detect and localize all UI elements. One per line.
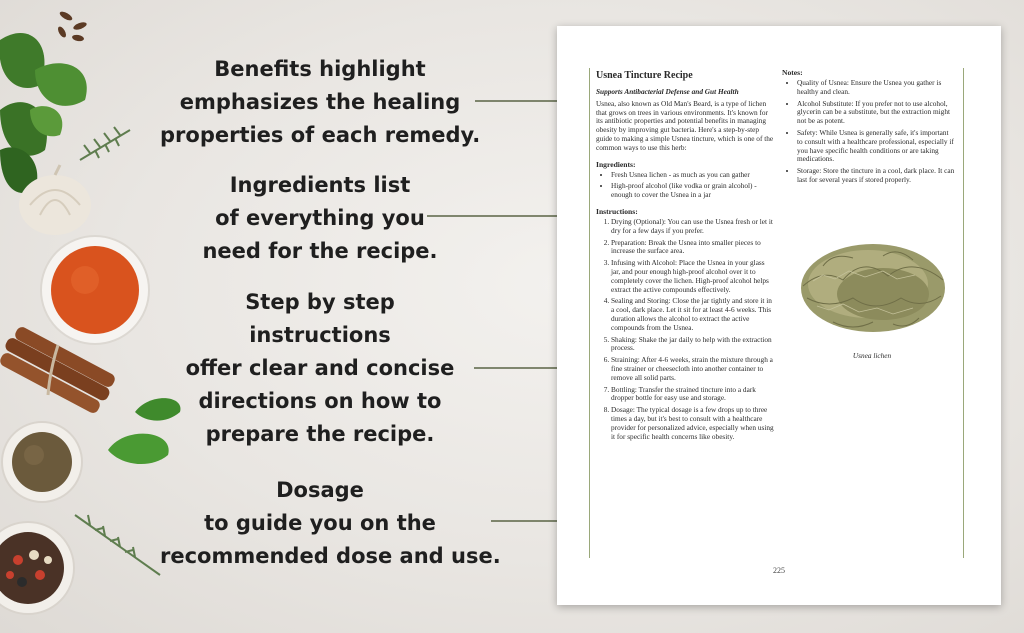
- instructions-list: [596, 218, 774, 441]
- instruction-step: 2. Preparation: Break the Usnea into smaller pieces to increase the surface area.: [611, 239, 774, 257]
- callout-line: Step by step: [245, 290, 395, 314]
- instruction-step: 1. Drying (Optional): You can use the Usnea fresh or let it dry for a few days if you prefer.: [611, 218, 774, 236]
- page-number: 225: [773, 566, 785, 575]
- dosage-callout: [160, 474, 501, 573]
- cumin-bowl-decoration: [2, 422, 82, 502]
- recipe-subtitle: Supports Antibacterial Defense and Gut Health: [596, 87, 739, 96]
- instructions-heading: Instructions:: [596, 206, 638, 216]
- instruction-step: 7. Bottling: Transfer the strained tincture into a dark dropper bottle for easy use and storage.: [611, 386, 774, 404]
- benefits-callout: [160, 53, 480, 152]
- rosemary-decoration: [80, 127, 130, 160]
- ingredient-item: • High-proof alcohol (like vodka or grain alcohol) - enough to cover the Usnea in a jar: [611, 182, 774, 200]
- callout-line: need for the recipe.: [202, 239, 438, 263]
- cloves-decoration: [56, 10, 87, 42]
- ingredients-heading: Ingredients:: [596, 159, 636, 169]
- note-item: • Alcohol Substitute: If you prefer not to use alcohol, glycerin can be a substitute, but the extraction might not be as potent.: [797, 100, 956, 126]
- callout-line: Dosage: [276, 478, 364, 502]
- note-item: • Storage: Store the tincture in a cool, dark place. It can last for several years if stored properly.: [797, 167, 956, 185]
- ingredients-list: [596, 171, 774, 200]
- steps-callout: [160, 286, 480, 451]
- callout-line: emphasizes the healing: [179, 90, 461, 114]
- ingredients-callout: [160, 169, 480, 268]
- instruction-step: 6. Straining: After 4-6 weeks, strain the mixture through a fine strainer or cheesecloth into another container to remove all solid parts.: [611, 356, 774, 382]
- callout-line: recommended dose and use.: [160, 544, 501, 568]
- callout-line: Ingredients list: [229, 173, 411, 197]
- image-caption: Usnea lichen: [852, 351, 892, 360]
- instruction-step: 8. Dosage: The typical dosage is a few drops up to three times a day, but it's best to consult with a healthcare provider for personalized advice, especially when using it for specific health concerns like obesity.: [611, 406, 774, 441]
- recipe-page: [557, 26, 1001, 605]
- ingredient-item: • Fresh Usnea lichen - as much as you can gather: [611, 171, 774, 180]
- callout-line: instructions: [249, 323, 391, 347]
- instruction-step: 4. Sealing and Storing: Close the jar tightly and store it in a cool, dark place. Let it sit for at least 4-6 weeks. This duration allows the alcohol to extract the active compounds from the Usnea.: [611, 297, 774, 332]
- callout-line: to guide you on the: [204, 511, 436, 535]
- instruction-step: 5. Shaking: Shake the jar daily to help with the extraction process.: [611, 336, 774, 354]
- paprika-bowl-decoration: [41, 236, 149, 344]
- callout-line: properties of each remedy.: [160, 123, 481, 147]
- note-item: • Safety: While Usnea is generally safe, it's important to consult with a healthcare professional, especially if you have specific health conditions or are taking medications.: [797, 129, 956, 164]
- rosemary-lower-decoration: [75, 515, 160, 575]
- page-right-rule: [963, 68, 964, 558]
- callout-line: of everything you: [215, 206, 425, 230]
- callout-line: prepare the recipe.: [205, 422, 435, 446]
- callout-line: offer clear and concise: [185, 356, 455, 380]
- page-left-rule: [589, 68, 590, 558]
- basil-leaves-decoration: [0, 33, 87, 193]
- note-item: • Quality of Usnea: Ensure the Usnea you gather is healthy and clean.: [797, 79, 956, 97]
- recipe-main-column: [596, 70, 774, 444]
- notes-list: [782, 79, 956, 185]
- notes-column: [782, 68, 956, 188]
- callout-line: Benefits highlight: [214, 57, 426, 81]
- peppercorn-bowl-decoration: [0, 522, 74, 614]
- notes-heading: Notes:: [782, 68, 803, 77]
- callout-line: directions on how to: [198, 389, 442, 413]
- recipe-title: Usnea Tincture Recipe: [596, 70, 693, 81]
- usnea-lichen-image: [793, 226, 953, 346]
- recipe-intro: Usnea, also known as Old Man's Beard, is a type of lichen that grows on trees in various environments. It's known for its antibiotic properties and potential benefits in managing obesity by improving gut bacteria. Here's a step-by-step guide to making a simple Usnea tincture, which is one of the common ways to use this herb:: [596, 98, 774, 152]
- instruction-step: 3. Infusing with Alcohol: Place the Usnea in your glass jar, and pour enough high-proof alcohol over it to completely cover the lichen. High-proof alcohol helps extract the active compounds effectively.: [611, 259, 774, 294]
